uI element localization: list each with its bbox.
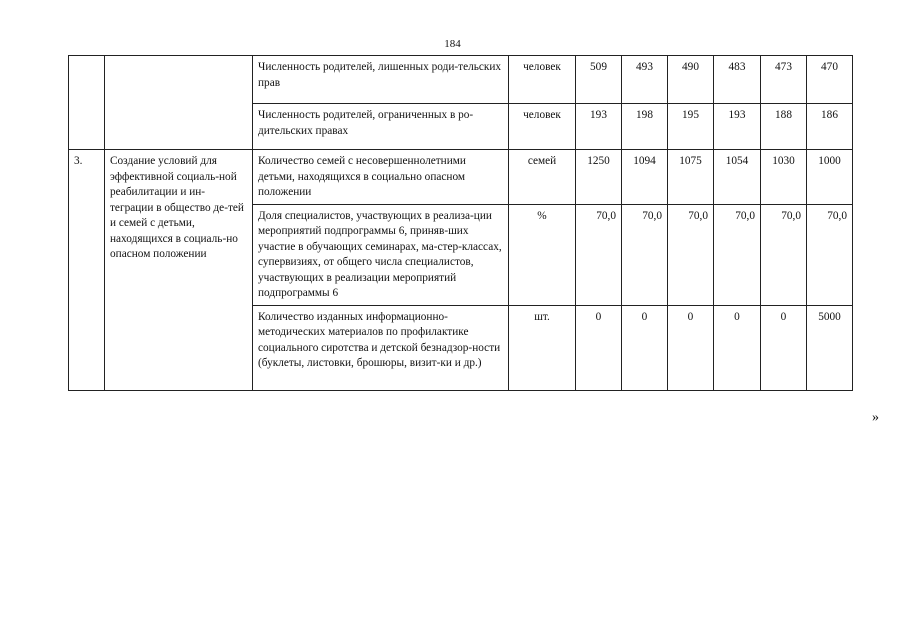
unit-cell: % [509, 204, 576, 305]
value-cell: 493 [622, 56, 668, 104]
value-cell: 483 [714, 56, 761, 104]
task-cell [105, 56, 253, 150]
value-cell: 193 [714, 104, 761, 150]
indicator-cell: Количество изданных информационно-методических материалов по профилактике социального сиротства и детской безнадзор-ности (буклеты, листовки, брошюры, визит-ки и др.) [253, 305, 509, 390]
unit-cell: шт. [509, 305, 576, 390]
value-cell: 0 [761, 305, 807, 390]
value-cell: 1075 [668, 150, 714, 205]
value-cell: 70,0 [668, 204, 714, 305]
table-row [69, 150, 853, 205]
value-cell: 470 [807, 56, 853, 104]
value-cell: 0 [576, 305, 622, 390]
value-cell: 1000 [807, 150, 853, 205]
value-cell: 70,0 [576, 204, 622, 305]
unit-cell: человек [509, 56, 576, 104]
indicator-cell: Количество семей с несовершеннолетними детьми, находящихся в социально опасном положении [253, 150, 509, 205]
value-cell: 70,0 [714, 204, 761, 305]
value-cell: 70,0 [807, 204, 853, 305]
value-cell: 1030 [761, 150, 807, 205]
task-cell: Создание условий для эффективной социаль-ной реабилитации и ин-теграции в общество де-тей и семей с детьми, находящихся в социаль-но опасном положении [105, 150, 253, 391]
value-cell: 188 [761, 104, 807, 150]
page-number: 184 [444, 38, 461, 50]
row-number-cell: 3. [69, 150, 105, 391]
value-cell: 0 [714, 305, 761, 390]
value-cell: 198 [622, 104, 668, 150]
closing-quote: » [872, 410, 879, 425]
unit-cell: семей [509, 150, 576, 205]
indicators-table [68, 55, 853, 391]
indicator-cell: Доля специалистов, участвующих в реализа-ции мероприятий подпрограммы 6, приняв-ших участие в обучающих семинарах, ма-стер-классах, супервизиях, от общего числа специалистов, участвующих в реализации мероприятий подпрограммы 6 [253, 204, 509, 305]
value-cell: 490 [668, 56, 714, 104]
value-cell: 186 [807, 104, 853, 150]
value-cell: 509 [576, 56, 622, 104]
value-cell: 5000 [807, 305, 853, 390]
value-cell: 70,0 [761, 204, 807, 305]
value-cell: 193 [576, 104, 622, 150]
value-cell: 1094 [622, 150, 668, 205]
table-row [69, 56, 853, 104]
value-cell: 195 [668, 104, 714, 150]
indicator-cell: Численность родителей, лишенных роди-тельских прав [253, 56, 509, 104]
row-number-cell [69, 56, 105, 150]
value-cell: 70,0 [622, 204, 668, 305]
value-cell: 473 [761, 56, 807, 104]
unit-cell: человек [509, 104, 576, 150]
value-cell: 0 [622, 305, 668, 390]
value-cell: 1054 [714, 150, 761, 205]
value-cell: 1250 [576, 150, 622, 205]
value-cell: 0 [668, 305, 714, 390]
indicator-cell: Численность родителей, ограниченных в ро-дительских правах [253, 104, 509, 150]
